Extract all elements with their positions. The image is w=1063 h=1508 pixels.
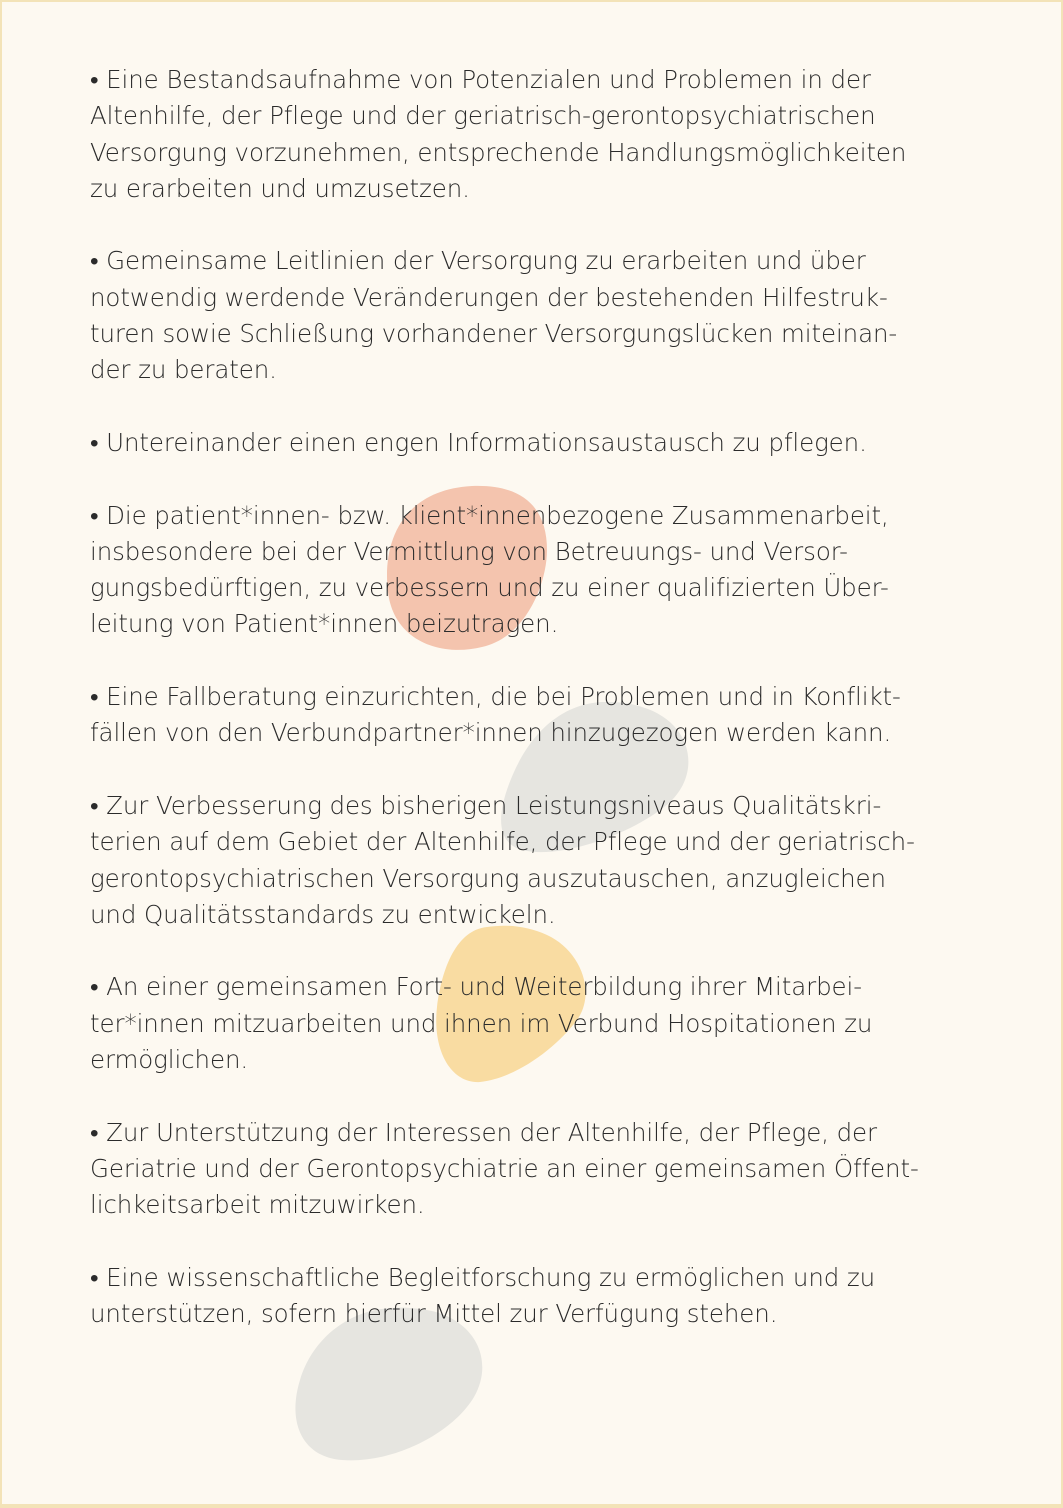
bullet-text-line: zu erarbeiten und umzusetzen. <box>90 173 470 203</box>
bullet-text-line: Altenhilfe, der Pflege und der geriatrisch-gerontopsychiatrischen <box>90 101 876 131</box>
bullet-text-line: • Eine wissenschaftliche Begleitforschung zu ermöglichen und zu <box>90 1262 876 1292</box>
bullet-text-line: gungsbedürftigen, zu verbessern und zu einer qualifizierten Über- <box>90 573 889 603</box>
bullet-item <box>90 243 990 388</box>
bullet-text-line: der zu beraten. <box>90 355 277 385</box>
bullet-text-line: gerontopsychiatrischen Versorgung auszutauschen, anzugleichen <box>90 863 886 893</box>
bullet-text-line: turen sowie Schließung vorhandener Versorgungslücken miteinan- <box>90 319 898 349</box>
bullet-item <box>90 1260 990 1333</box>
bullet-item <box>90 62 990 207</box>
bullet-text-line: ermöglichen. <box>90 1045 249 1075</box>
bullet-item <box>90 1115 990 1224</box>
bullet-text-line: Versorgung vorzunehmen, entsprechende Handlungsmöglichkeiten <box>90 137 907 167</box>
bullet-text-line: • Eine Bestandsaufnahme von Potenzialen und Problemen in der <box>90 65 871 94</box>
bullet-item <box>90 679 990 752</box>
bullet-text-line: • An einer gemeinsamen Fort- und Weiterbildung ihrer Mitarbei- <box>90 972 862 1002</box>
bullet-text-line: terien auf dem Gebiet der Altenhilfe, der Pflege und der geriatrisch- <box>90 827 915 857</box>
bullet-text-line: • Eine Fallberatung einzurichten, die bei Problemen und in Konflikt- <box>90 682 901 712</box>
bullet-text-line: leitung von Patient*innen beizutragen. <box>90 609 559 639</box>
bullet-text-line: unterstützen, sofern hierfür Mittel zur Verfügung stehen. <box>90 1299 778 1329</box>
bullet-text-line: und Qualitätsstandards zu entwickeln. <box>90 899 556 929</box>
bullet-item <box>90 969 990 1078</box>
bullet-text-line: notwendig werdende Veränderungen der bestehenden Hilfestruk- <box>90 282 888 312</box>
bullet-text-line: lichkeitsarbeit mitzuwirken. <box>90 1190 425 1220</box>
bullet-text-line: fällen von den Verbundpartner*innen hinzugezogen werden kann. <box>90 718 892 748</box>
bullet-item <box>90 788 990 933</box>
bullet-text-line: • Die patient*innen- bzw. klient*innenbezogene Zusammenarbeit, <box>90 500 889 530</box>
bullet-item <box>90 498 990 643</box>
bullet-text-line: Geriatrie und der Gerontopsychiatrie an einer gemeinsamen Öffent- <box>90 1153 919 1183</box>
bullet-text-line: • Gemeinsame Leitlinien der Versorgung zu erarbeiten und über <box>90 246 866 276</box>
bullet-text-line: • Zur Unterstützung der Interessen der Altenhilfe, der Pflege, der <box>90 1117 877 1147</box>
bullet-text-line: ter*innen mitzuarbeiten und ihnen im Verbund Hospitationen zu <box>90 1008 873 1038</box>
bullet-item <box>90 425 990 461</box>
bullet-text-line: • Untereinander einen engen Informationsaustausch zu pflegen. <box>90 427 867 457</box>
bullet-text-line: • Zur Verbesserung des bisherigen Leistungsniveaus Qualitätskri- <box>90 790 882 820</box>
bullet-list <box>90 62 990 1369</box>
bullet-text-line: insbesondere bei der Vermittlung von Betreuungs- und Versor- <box>90 536 848 566</box>
document-page <box>2 2 1061 1504</box>
